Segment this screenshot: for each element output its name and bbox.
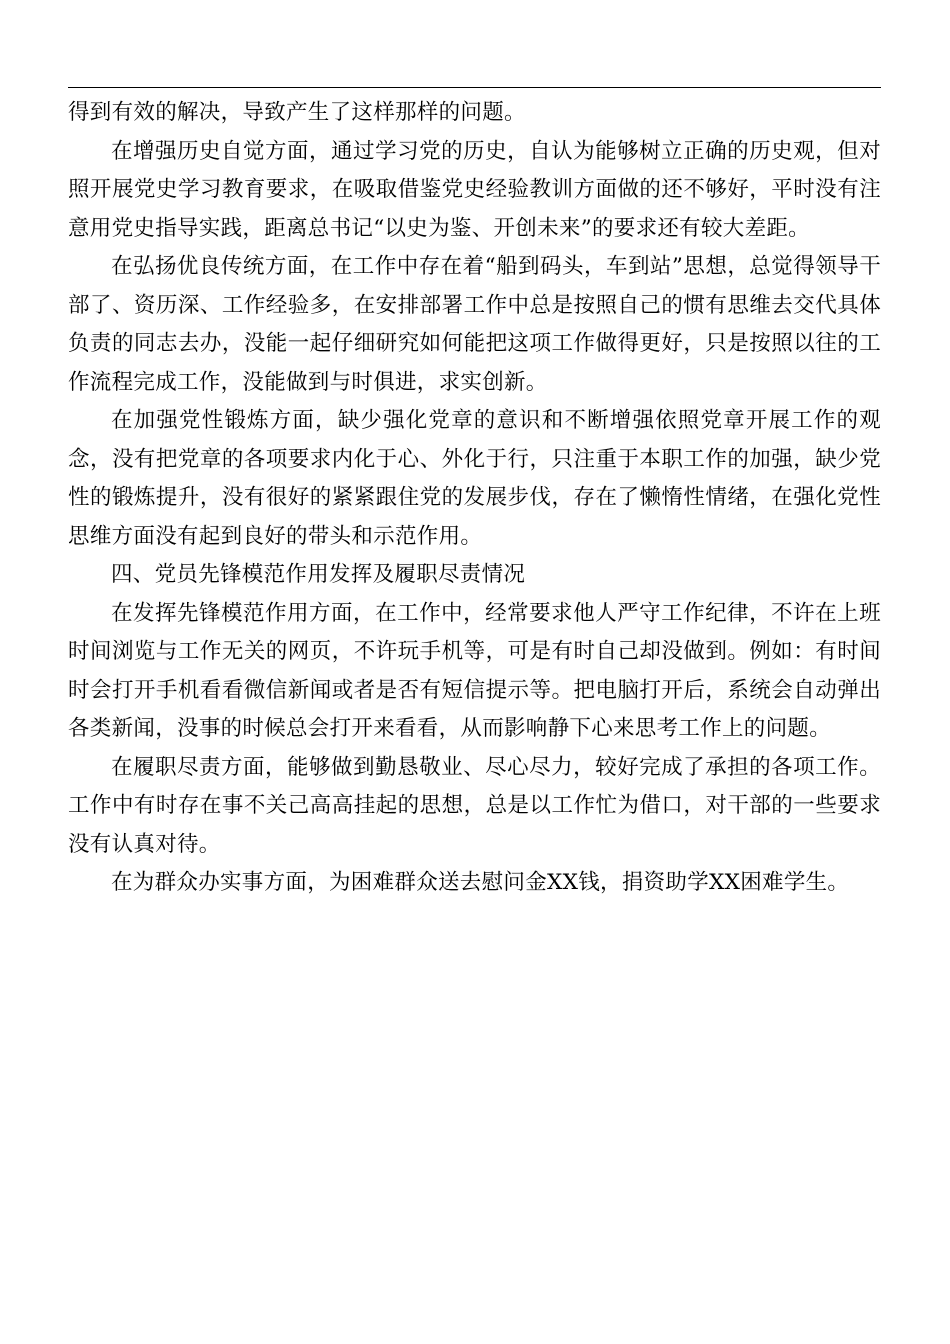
section-heading: 四、党员先锋模范作用发挥及履职尽责情况 [111, 562, 526, 587]
document-body [68, 94, 881, 903]
paragraph-vanguard-role: 在发挥先锋模范作用方面，在工作中，经常要求他人严守工作纪律，不许在上班时间浏览与工作无关的网页，不许玩手机等，可是有时自己却没做到。例如：有时间时会打开手机看看微信新闻或者是否有短信提示等。把电脑打开后，系统会自动弹出各类新闻，没事的时候总会打开来看看，从而影响静下心来思考工作上的问题。 [68, 600, 881, 741]
paragraph-continuation: 得到有效的解决，导致产生了这样那样的问题。 [68, 100, 526, 125]
paragraph-duty-performance: 在履职尽责方面，能够做到勤恳敬业、尽心尽力，较好完成了承担的各项工作。工作中有时存在事不关己高高挂起的思想，总是以工作忙为借口，对干部的一些要求没有认真对待。 [68, 754, 881, 857]
paragraph-fine-traditions: 在弘扬优良传统方面，在工作中存在着“船到码头，车到站”思想，总觉得领导干部了、资历深、工作经验多，在安排部署工作中总是按照自己的惯有思维去交代具体负责的同志去办，没能一起仔细研究如何能把这项工作做得更好，只是按照以往的工作流程完成工作，没能做到与时俱进，求实创新。 [68, 254, 881, 395]
paragraph-party-spirit: 在加强党性锻炼方面，缺少强化党章的意识和不断增强依照党章开展工作的观念，没有把党章的各项要求内化于心、外化于行，只注重于本职工作的加强，缺少党性的锻炼提升，没有很好的紧紧跟住党的发展步伐，存在了懒惰性情绪，在强化党性思维方面没有起到良好的带头和示范作用。 [68, 408, 881, 549]
header-rule [68, 87, 881, 88]
paragraph-history-awareness: 在增强历史自觉方面，通过学习党的历史，自认为能够树立正确的历史观，但对照开展党史学习教育要求，在吸取借鉴党史经验教训方面做的还不够好，平时没有注意用党史指导实践，距离总书记“以史为鉴、开创未来”的要求还有较大差距。 [68, 138, 881, 241]
paragraph-serving-people: 在为群众办实事方面，为困难群众送去慰问金XX钱，捐资助学XX困难学生。 [111, 870, 850, 895]
